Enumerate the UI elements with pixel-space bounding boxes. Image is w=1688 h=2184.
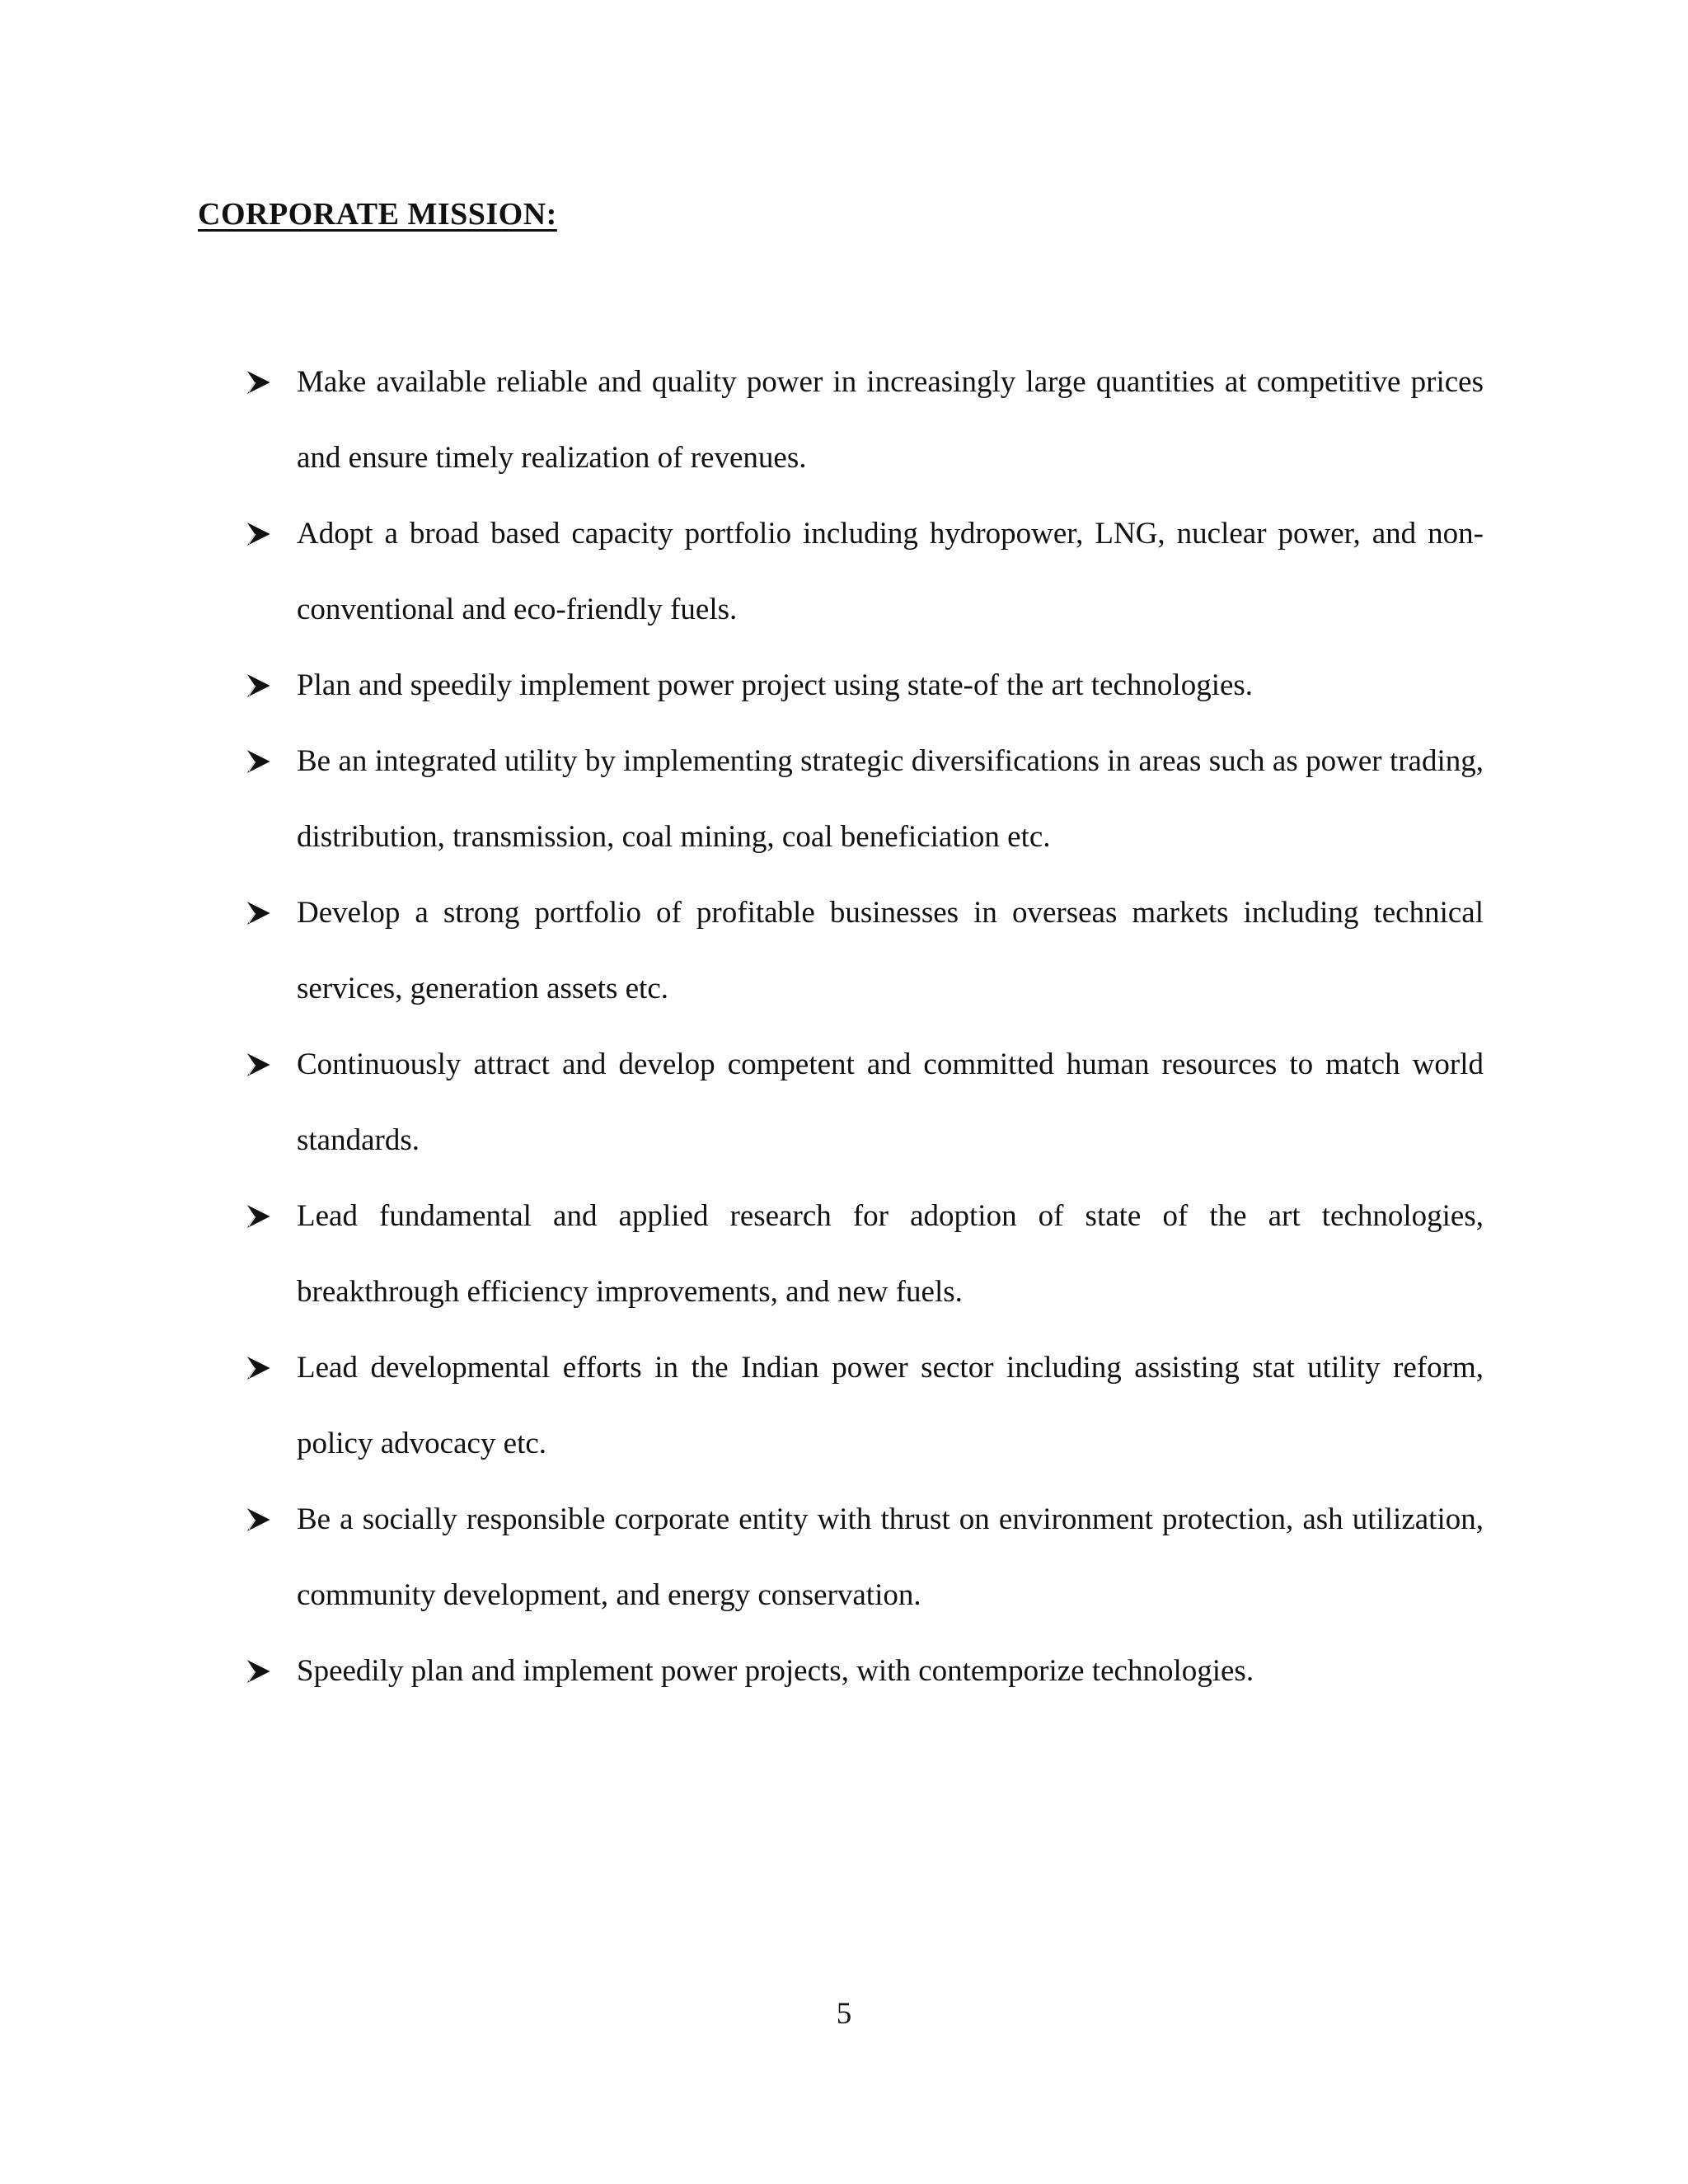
list-item xyxy=(247,1330,1484,1482)
arrowhead-bullet-icon xyxy=(247,648,277,724)
list-item-text: Develop a strong portfolio of profitable businesses in overseas markets including technical services, generation assets etc. xyxy=(297,896,1484,1005)
list-item xyxy=(247,1633,1484,1709)
page-heading: CORPORATE MISSION: xyxy=(198,197,557,232)
list-item xyxy=(247,1027,1484,1179)
list-item-text: Adopt a broad based capacity portfolio including hydropower, LNG, nuclear power, and non-conventional and eco-friendly fuels. xyxy=(297,517,1484,626)
list-item-text: Continuously attract and develop competent and committed human resources to match world standards. xyxy=(297,1047,1484,1157)
list-item xyxy=(247,1482,1484,1633)
list-item xyxy=(247,724,1484,875)
list-item xyxy=(247,344,1484,496)
arrowhead-bullet-icon xyxy=(247,496,277,572)
list-item xyxy=(247,496,1484,648)
arrowhead-bullet-icon xyxy=(247,1633,277,1709)
mission-list xyxy=(247,344,1484,1709)
arrowhead-bullet-icon xyxy=(247,1330,277,1406)
arrowhead-bullet-icon xyxy=(247,1027,277,1103)
list-item-text: Be an integrated utility by implementing strategic diversifications in areas such as power trading, distribution, transmission, coal mining, coal beneficiation etc. xyxy=(297,744,1484,854)
arrowhead-bullet-icon xyxy=(247,875,277,951)
list-item-text: Be a socially responsible corporate entity with thrust on environment protection, ash utilization, community development, and energy conservation. xyxy=(297,1502,1484,1612)
list-item-text: Make available reliable and quality power in increasingly large quantities at competitive prices and ensure timely realization of revenues. xyxy=(297,365,1484,475)
arrowhead-bullet-icon xyxy=(247,1482,277,1558)
list-item xyxy=(247,648,1484,724)
arrowhead-bullet-icon xyxy=(247,344,277,420)
arrowhead-bullet-icon xyxy=(247,724,277,799)
list-item xyxy=(247,875,1484,1027)
list-item-text: Speedily plan and implement power projects, with contemporize technologies. xyxy=(297,1654,1254,1688)
list-item-text: Lead developmental efforts in the Indian power sector including assisting stat utility reform, policy advocacy etc. xyxy=(297,1351,1484,1460)
list-item-text: Plan and speedily implement power project using state-of the art technologies. xyxy=(297,668,1254,702)
list-item-text: Lead fundamental and applied research for adoption of state of the art technologies, breakthrough efficiency improvements, and new fuels. xyxy=(297,1199,1484,1309)
list-item xyxy=(247,1179,1484,1330)
arrowhead-bullet-icon xyxy=(247,1179,277,1254)
page-number: 5 xyxy=(836,1997,852,2031)
